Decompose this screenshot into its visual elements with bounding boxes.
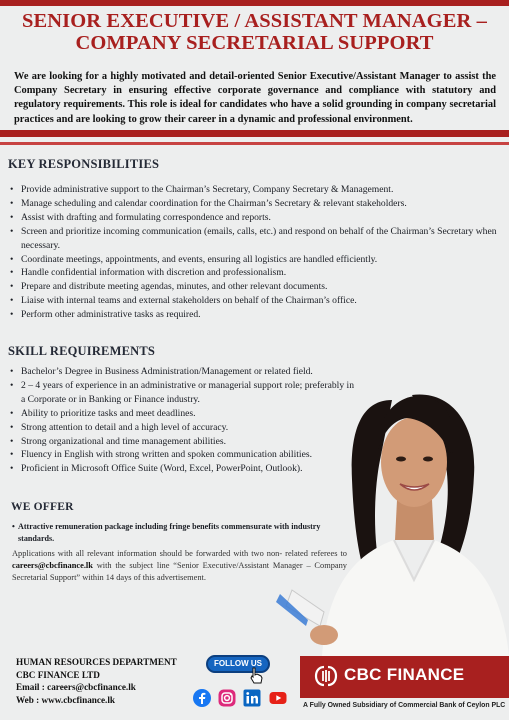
- contact-website[interactable]: Web : www.cbcfinance.lk: [16, 694, 116, 705]
- contact-email[interactable]: Email : careers@cbcfinance.lk: [16, 682, 136, 693]
- instagram-icon[interactable]: [217, 688, 237, 708]
- offer-item-text: Attractive remuneration package including fringe benefits commensurate with industry standards.: [18, 522, 321, 543]
- job-title: [0, 10, 509, 54]
- list-item: • Ability to prioritize tasks and meet deadlines.: [8, 407, 358, 421]
- department-name: HUMAN RESOURCES DEPARTMENT: [16, 657, 177, 667]
- brand-tagline: A Fully Owned Subsidiary of Commercial Bank of Ceylon PLC: [303, 702, 506, 709]
- apply-email-link[interactable]: careers@cbcfinance.lk: [12, 561, 93, 570]
- linkedin-icon[interactable]: [242, 688, 262, 708]
- cbc-logo-icon: [314, 664, 338, 688]
- apply-prefix: Applications with all relevant information should be forwarded with two non- related referees to: [12, 549, 347, 558]
- skills-heading: SKILL REQUIREMENTS: [8, 344, 156, 358]
- list-item: • Assist with drafting and formulating correspondence and reports.: [8, 211, 498, 225]
- list-item: • Prepare and distribute meeting agendas, minutes, and other relevant documents.: [8, 280, 498, 294]
- list-item: • Screen and prioritize incoming communication (emails, calls, etc.) and respond on behalf of the Chairman’s Secretary when necessary.: [8, 225, 498, 253]
- list-item: • Proficient in Microsoft Office Suite (Word, Excel, PowerPoint, Outlook).: [8, 462, 358, 476]
- responsibilities-list: [8, 183, 498, 322]
- intro-paragraph: We are looking for a highly motivated and detail-oriented Senior Executive/Assistant Manager to assist the Company Secretary in ensuring effective corporate governance and compliance with statutory and regulatory requirements. This role is ideal for candidates who have a solid grounding in company secretarial practices and are looking to grow their career in a dynamic and professional environment.: [14, 71, 496, 125]
- youtube-icon[interactable]: [268, 688, 288, 708]
- company-name: CBC FINANCE LTD: [16, 669, 100, 680]
- apply-suffix: with the subject line “Senior Executive/Assistant Manager – Company Secretarial Support” within 14 days of this advertisement.: [12, 561, 347, 582]
- list-item: • Handle confidential information with discretion and professionalism.: [8, 266, 498, 280]
- offer-heading: WE OFFER: [11, 501, 74, 513]
- list-item: • Provide administrative support to the Chairman’s Secretary, Company Secretary & Management.: [8, 183, 498, 197]
- follow-us-button[interactable]: FOLLOW US: [206, 655, 270, 673]
- brand-logo-text: CBC FINANCE: [344, 665, 465, 684]
- job-title-line-1: SENIOR EXECUTIVE / ASSISTANT MANAGER –: [22, 10, 487, 32]
- list-item: • Bachelor’s Degree in Business Administration/Management or related field.: [8, 365, 358, 379]
- list-item: • Strong organizational and time management abilities.: [8, 435, 358, 449]
- list-item: • Perform other administrative tasks as required.: [8, 308, 498, 322]
- pointer-hand-icon: [248, 667, 264, 685]
- list-item: • Fluency in English with strong written and spoken communication abilities.: [8, 448, 358, 462]
- contact-block: [16, 656, 216, 706]
- list-item: • 2 – 4 years of experience in an administrative or managerial support role; preferably in a Corporate or in Banking or Finance industry.: [8, 379, 358, 407]
- job-title-line-2: COMPANY SECRETARIAL SUPPORT: [75, 32, 434, 54]
- responsibilities-heading: KEY RESPONSIBILITIES: [8, 157, 160, 171]
- facebook-icon[interactable]: [192, 688, 212, 708]
- list-item: • Coordinate meetings, appointments, and events, ensuring all logistics are handled efficiently.: [8, 253, 498, 267]
- list-item: • Manage scheduling and calendar coordination for the Chairman’s Secretary & relevant stakeholders.: [8, 197, 498, 211]
- candidate-photo: [262, 380, 509, 656]
- divider-band: [0, 130, 509, 137]
- bullet-dot: •: [12, 522, 15, 531]
- list-item: • Strong attention to detail and a high level of accuracy.: [8, 421, 358, 435]
- list-item: • Liaise with internal teams and external stakeholders on behalf of the Chairman’s office.: [8, 294, 498, 308]
- top-accent-bar: [0, 0, 509, 6]
- divider-band-thin: [0, 142, 509, 145]
